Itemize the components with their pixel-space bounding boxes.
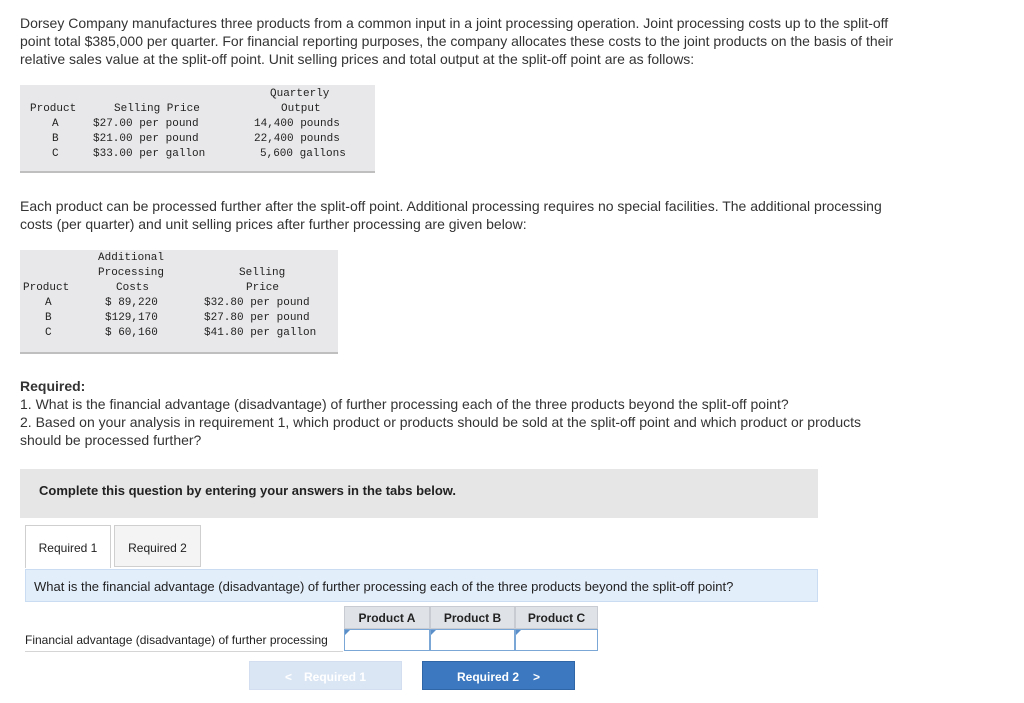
tab-label: Required 2 — [128, 541, 187, 555]
answer-row-label: Financial advantage (disadvantage) of further processing — [25, 633, 328, 647]
product-c-input[interactable] — [515, 629, 598, 651]
column-label: Product A — [358, 611, 416, 625]
table-row-price: $21.00 per pound — [93, 133, 199, 145]
tab-required-1[interactable] — [25, 525, 111, 568]
table-row-cost: $ 60,160 — [105, 327, 158, 339]
split-off-table — [20, 85, 375, 173]
column-header-product-c — [515, 606, 598, 629]
table-row-product: A — [52, 118, 59, 130]
header-product: Product — [30, 103, 77, 115]
column-label: Product C — [527, 611, 586, 625]
input-marker-icon — [431, 630, 436, 635]
question-bar — [25, 569, 818, 602]
product-b-input[interactable] — [430, 629, 515, 651]
table-row-product: A — [45, 297, 52, 309]
prev-label: Required 1 — [304, 670, 367, 684]
table-row-output: 22,400 pounds — [254, 133, 340, 145]
header-selling-price: Selling Price — [114, 103, 200, 115]
column-header-product-b — [430, 606, 515, 629]
next-label: Required 2 — [456, 670, 519, 684]
header-costs: Costs — [116, 282, 150, 294]
required-item-2: 2. Based on your analysis in requirement 1, which product or products should be sold at the split-off point and which product or products should be processed further? — [20, 414, 861, 448]
required-heading: Required: — [20, 378, 86, 394]
tab-label: Required 1 — [38, 541, 98, 555]
chevron-left-icon: < — [284, 670, 292, 684]
tab-required-2[interactable] — [114, 525, 201, 567]
product-a-input[interactable] — [344, 629, 430, 651]
intro-text: Dorsey Company manufactures three products from a common input in a joint processing operation. Joint processing costs up to the split-off point total $385,000 per quarter. For financial reporting purposes, the company allocates these costs to the joint products on the basis of their relative sales value at the split-off point. Unit selling prices and total output at the split-off point are as follows: — [20, 15, 894, 67]
table-row-output: 5,600 gallons — [260, 148, 346, 160]
header-processing: Processing — [98, 267, 165, 279]
header-product: Product — [23, 282, 70, 294]
further-processing-text: Each product can be processed further after the split-off point. Additional processing requires no special facilities. The additional processing costs (per quarter) and unit selling prices after further processing are given below: — [20, 198, 882, 232]
column-label: Product B — [443, 611, 502, 625]
header-selling: Selling — [239, 267, 286, 279]
table-row-output: 14,400 pounds — [254, 118, 340, 130]
required-item-1: 1. What is the financial advantage (disadvantage) of further processing each of the three products beyond the split-off point? — [20, 396, 789, 412]
table-bottom-rule — [20, 171, 375, 173]
further-processing-table — [20, 250, 338, 354]
column-header-product-a — [344, 606, 430, 629]
row-divider — [25, 651, 343, 652]
instruction-text: Complete this question by entering your answers in the tabs below. — [39, 483, 457, 498]
table-row-product: C — [52, 148, 59, 160]
question-text: What is the financial advantage (disadvantage) of further processing each of the three products beyond the split-off point? — [34, 579, 734, 594]
table-row-product: C — [45, 327, 52, 339]
chevron-right-icon: > — [533, 670, 541, 684]
table-row-cost: $129,170 — [105, 312, 158, 324]
instruction-banner — [20, 469, 818, 518]
table-row-product: B — [52, 133, 59, 145]
table-row-price: $27.80 per pound — [204, 312, 310, 324]
table-bottom-rule — [20, 352, 338, 354]
header-price: Price — [246, 282, 280, 294]
table-row-price: $27.00 per pound — [93, 118, 199, 130]
table-row-price: $32.80 per pound — [204, 297, 310, 309]
prev-required-button[interactable] — [249, 661, 402, 690]
table-row-price: $41.80 per gallon — [204, 327, 317, 339]
table-row-product: B — [45, 312, 52, 324]
input-marker-icon — [345, 630, 350, 635]
header-additional: Additional — [98, 252, 165, 264]
input-marker-icon — [516, 630, 521, 635]
table-row-cost: $ 89,220 — [105, 297, 158, 309]
next-required-button[interactable] — [422, 661, 575, 690]
header-quarterly: Quarterly — [270, 88, 330, 100]
header-output: Output — [281, 103, 321, 115]
table-row-price: $33.00 per gallon — [93, 148, 206, 160]
